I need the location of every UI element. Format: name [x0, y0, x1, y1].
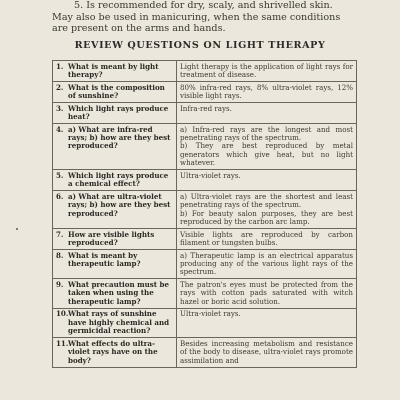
question-text: Which light rays produce a chemical effect?	[68, 170, 169, 189]
answer-text: Ultra-violet rays.	[180, 170, 241, 180]
answer-cell	[177, 338, 357, 367]
question-number: 9.	[56, 280, 64, 290]
question-text: How are visible lights reproduced?	[68, 229, 155, 248]
section-heading: REVIEW QUESTIONS ON LIGHT THERAPY	[74, 40, 326, 51]
answer-cell	[177, 124, 357, 170]
question-cell	[53, 191, 177, 229]
answer-cell	[177, 191, 357, 229]
question-cell	[53, 279, 177, 308]
answer-text: a) Therapeutic lamp is an electrical apparatus producing any of the various light rays of the spectrum.	[180, 250, 353, 277]
question-number: 5.	[56, 170, 64, 180]
table-row	[53, 279, 357, 308]
table-row	[53, 103, 357, 124]
question-text: What effects do ultra-violet rays have on the body?	[68, 338, 158, 365]
intro-line-3: are present on the arms and hands.	[52, 23, 226, 34]
question-number: 7.	[56, 229, 64, 239]
answer-cell	[177, 250, 357, 279]
intro-paragraph	[52, 0, 352, 35]
table-row	[53, 229, 357, 250]
answer-text: Light therapy is the application of light rays for treatment of disease.	[180, 61, 353, 79]
question-text: a) What are infra-red rays; b) how are they best reproduced?	[68, 124, 171, 151]
question-cell	[53, 250, 177, 279]
answer-text: Infra-red rays.	[180, 103, 232, 113]
table-row	[53, 170, 357, 191]
question-number: 3.	[56, 103, 64, 113]
intro-line-2: May also be used in manicuring, when the same conditions	[52, 11, 341, 23]
question-number: 4.	[56, 124, 64, 134]
answer-text: Visible lights are reproduced by carbon filament or tungsten bulbs.	[180, 229, 353, 248]
question-text: a) What are ultra-violet rays; b) how are they best reproduced?	[68, 191, 171, 218]
answer-cell	[177, 103, 357, 124]
question-cell	[53, 338, 177, 367]
table-row	[53, 250, 357, 279]
question-number: 10.	[56, 309, 69, 319]
question-number: 6.	[56, 191, 64, 201]
answer-text: Besides increasing metabolism and resistance of the body to disease, ultra-violet rays promote assimilation and	[180, 338, 353, 365]
table-row	[53, 191, 357, 229]
question-number: 11.	[56, 338, 69, 348]
question-cell	[53, 103, 177, 124]
answer-text: a) Ultra-violet rays are the shortest and least penetrating rays of the spectrum.	[180, 191, 353, 210]
question-cell	[53, 229, 177, 250]
question-cell	[53, 61, 177, 82]
answer-cell	[177, 229, 357, 250]
answer-text: 80% infra-red rays, 8% ultra-violet rays, 12% visible light rays.	[180, 82, 353, 100]
table-row	[53, 82, 357, 103]
answer-cell	[177, 279, 357, 308]
review-questions-table	[52, 60, 357, 368]
question-text: What rays of sunshine have highly chemical and germicidal reaction?	[68, 309, 170, 336]
question-number: 2.	[56, 82, 64, 92]
question-text: What is meant by light therapy?	[68, 61, 159, 79]
answer-text: Ultra-violet rays.	[180, 309, 241, 319]
question-cell	[53, 82, 177, 103]
question-number: 1.	[56, 61, 64, 71]
answer-text: a) Infra-red rays are the longest and most penetrating rays of the spectrum.	[180, 124, 353, 142]
question-cell	[53, 308, 177, 337]
question-cell	[53, 124, 177, 170]
table-row	[53, 308, 357, 337]
answer-text: b) For beauty salon purposes, they are best reproduced by the carbon arc lamp.	[180, 208, 353, 227]
answer-cell	[177, 170, 357, 191]
question-cell	[53, 170, 177, 191]
question-text: What is the composition of sunshine?	[68, 82, 165, 100]
question-text: What is meant by therapeutic lamp?	[68, 250, 141, 269]
review-questions-body	[53, 61, 357, 368]
answer-text: The patron's eyes must be protected from the rays with cotton pads saturated with witch hazel or boric acid solution.	[180, 280, 353, 306]
table-row	[53, 124, 357, 170]
table-row	[53, 61, 357, 82]
question-text: Which light rays produce heat?	[68, 103, 169, 121]
answer-cell	[177, 308, 357, 337]
question-text: What precaution must be taken when using the therapeutic lamp?	[68, 280, 169, 306]
answer-cell	[177, 61, 357, 82]
table-row	[53, 338, 357, 367]
margin-speck	[16, 228, 18, 230]
answer-cell	[177, 82, 357, 103]
question-number: 8.	[56, 250, 64, 260]
answer-text: b) They are best reproduced by metal generators which give heat, but no light whatever.	[180, 141, 353, 168]
intro-line-1: 5. Is recommended for dry, scaly, and shrivelled skin.	[74, 0, 333, 11]
